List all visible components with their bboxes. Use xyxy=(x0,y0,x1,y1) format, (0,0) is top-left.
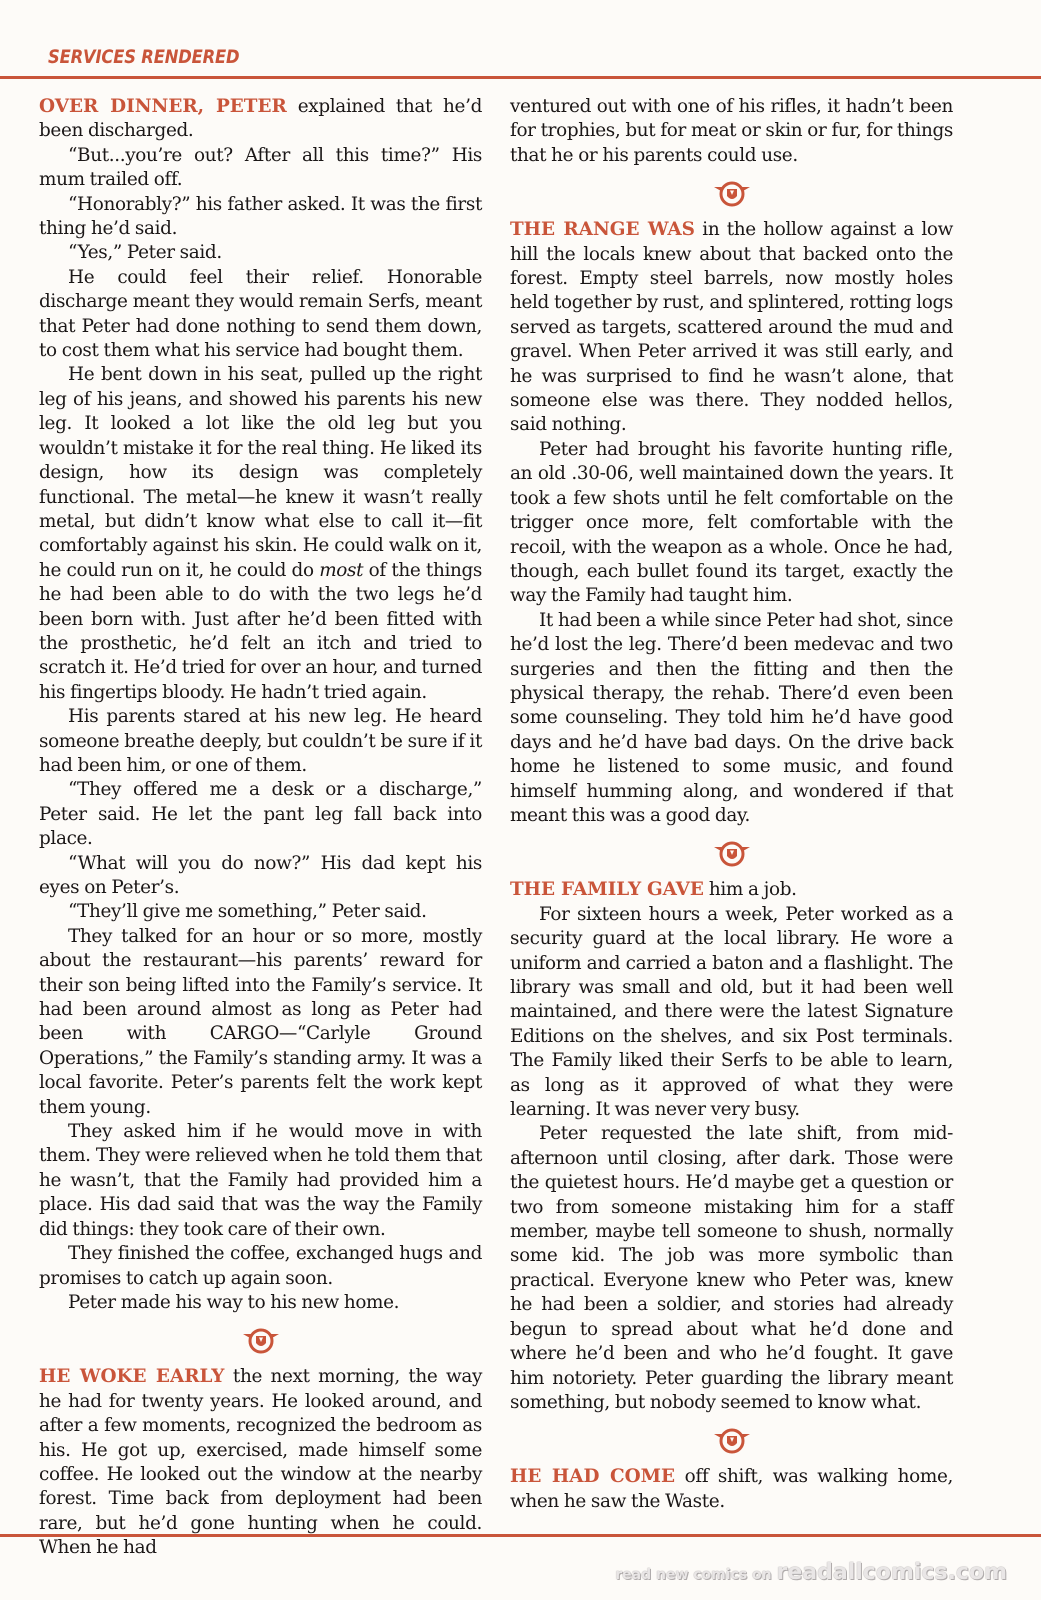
section-lead-in: HE WOKE EARLY xyxy=(39,1366,225,1388)
family-emblem-icon xyxy=(712,1425,752,1455)
emphasis: most xyxy=(319,559,364,581)
watermark-prefix: read new comics on xyxy=(615,1567,777,1583)
paragraph: His parents stared at his new leg. He heard someone breathe deeply, but couldn’t be sure if it had been him, or one of them. xyxy=(39,706,482,776)
footer-rule xyxy=(0,1534,1041,1537)
section-lead-in: HE HAD COME xyxy=(510,1466,676,1488)
header-rule xyxy=(0,76,1041,79)
section-lead-in: OVER DINNER, PETER xyxy=(39,96,287,117)
paragraph: They asked him if he would move in with them. They were relieved when he told them that he wasn’t, that the Family had provided him a place. His dad said that was the way the Family did things: they took care of their own. xyxy=(39,1121,482,1240)
running-header: SERVICES RENDERED xyxy=(48,46,240,68)
paragraph: “What will you do now?” His dad kept his eyes on Peter’s. xyxy=(39,852,482,898)
family-emblem-icon xyxy=(712,178,752,208)
paragraph xyxy=(39,1365,482,1560)
paragraph xyxy=(39,95,482,144)
paragraph-text: in the hollow against a low hill the locals knew about that backed onto the forest. Empty steel barrels, now mostly holes held together by rust, and splintered, rotting logs served as targets, scattered around the mud and gravel. When Peter arrived it was still early, and he was surprised to find he wasn’t alone, that someone else was there. They nodded hellos, said nothing. xyxy=(510,219,954,436)
family-emblem-icon xyxy=(241,1325,281,1355)
paragraph: “Honorably?” his father asked. It was the first thing he’d said. xyxy=(39,193,482,240)
right-column xyxy=(510,95,953,1514)
section-divider xyxy=(510,1415,953,1465)
paragraph: “They offered me a desk or a discharge,” Peter said. He let the pant leg fall back into place. xyxy=(39,779,482,850)
paragraph: Peter had brought his favorite hunting rifle, an old .30-06, well maintained down the years. It took a few shots until he felt comfortable on the trigger once more, felt comfortable with the recoil, with the weapon as a whole. Once he had, though, each bullet found its target, exactly the way the Family had taught him. xyxy=(510,438,953,607)
paragraph xyxy=(39,363,482,705)
site-watermark[interactable] xyxy=(615,1560,1007,1585)
paragraph-text: of the things he had been able to do with the two legs he’d been born with. Just after he’d been fitted with the prosthetic, he’d felt an itch and tried to scratch it. He’d tried for over an hour, and turned his fingertips bloody. He hadn’t tried again. xyxy=(39,559,482,703)
paragraph-text: him a job. xyxy=(703,879,797,901)
paragraph xyxy=(510,1465,953,1514)
paragraph: Peter requested the late shift, from mid-afternoon until closing, after dark. Those were the quietest hours. He’d maybe get a question or two from someone mistaking him for a staff member, maybe tell someone to shush, normally some kid. The job was more symbolic than practical. Everyone knew who Peter was, knew he had been a soldier, and stories had already begun to spread about what he’d done and where he’d been and who he’d fought. It gave him notoriety. Peter guarding the library meant something, but nobody seemed to know what. xyxy=(510,1123,953,1413)
section-lead-in: THE RANGE WAS xyxy=(510,219,695,241)
section-divider xyxy=(39,1315,482,1365)
watermark-site: readallcomics.com xyxy=(776,1560,1007,1585)
left-column xyxy=(39,95,482,1561)
paragraph: “They’ll give me something,” Peter said. xyxy=(68,901,427,923)
paragraph-text: He bent down in his seat, pulled up the right leg of his jeans, and showed his parents his new leg. It looked a lot like the old leg but you wouldn’t mistake it for the real thing. He liked its design, how its design was completely functional. The metal—he knew it wasn’t really metal, but didn’t know what else to call it—fit comfortably against his skin. He could walk on it, he could run on it, he could do xyxy=(39,364,482,581)
paragraph: “But...you’re out? After all this time?” His mum trailed off. xyxy=(39,144,482,191)
paragraph-text: the next morning, the way he had for twenty years. He looked around, and after a few moments, recognized the bedroom as his. He got up, exercised, made himself some coffee. He looked out the window at the nearby forest. Time back from deployment had been rare, but he’d gone hunting when he could. When he had xyxy=(39,1366,482,1559)
paragraph: It had been a while since Peter had shot, since he’d lost the leg. There’d been medevac and two surgeries and then the fitting and then the physical therapy, the rehab. There’d even been some counseling. They told him he’d have good days and he’d have bad days. On the drive back home he listened to some music, and found himself humming along, and wondered if that meant this was a good day. xyxy=(510,609,953,826)
paragraph-text: off shift, was walking home, when he saw the Waste. xyxy=(510,1466,954,1512)
paragraph: They finished the coffee, exchanged hugs and promises to catch up again soon. xyxy=(39,1243,482,1289)
paragraph: ventured out with one of his rifles, it hadn’t been for trophies, but for meat or skin or fur, for things that he or his parents could use. xyxy=(510,96,953,166)
section-divider xyxy=(510,168,953,218)
paragraph: They talked for an hour or so more, mostly about the restaurant—his parents’ reward for their son being lifted into the Family’s service. It had been around almost as long as Peter had been with CARGO—“Carlyle Ground Operations,” the Family’s standing army. It was a local favorite. Peter’s parents felt the work kept them young. xyxy=(39,925,482,1118)
section-divider xyxy=(510,828,953,878)
paragraph: Peter made his way to his new home. xyxy=(68,1291,400,1313)
paragraph: He could feel their relief. Honorable discharge meant they would remain Serfs, meant that Peter had done nothing to send them down, to cost them what his service had bought them. xyxy=(39,266,482,362)
paragraph xyxy=(510,218,953,438)
paragraph: For sixteen hours a week, Peter worked as a security guard at the local library. He wore a uniform and carried a baton and a flashlight. The library was small and old, but it had been well maintained, and there were the latest Signature Editions on the shelves, and six Post terminals. The Family liked their Serfs to be able to learn, as long as it approved of what they were learning. It was never very busy. xyxy=(510,903,953,1121)
paragraph xyxy=(510,878,953,902)
family-emblem-icon xyxy=(712,838,752,868)
paragraph-text: explained that he’d been discharged. xyxy=(39,96,483,142)
section-lead-in: THE FAMILY GAVE xyxy=(510,879,704,901)
paragraph: “Yes,” Peter said. xyxy=(68,242,222,264)
